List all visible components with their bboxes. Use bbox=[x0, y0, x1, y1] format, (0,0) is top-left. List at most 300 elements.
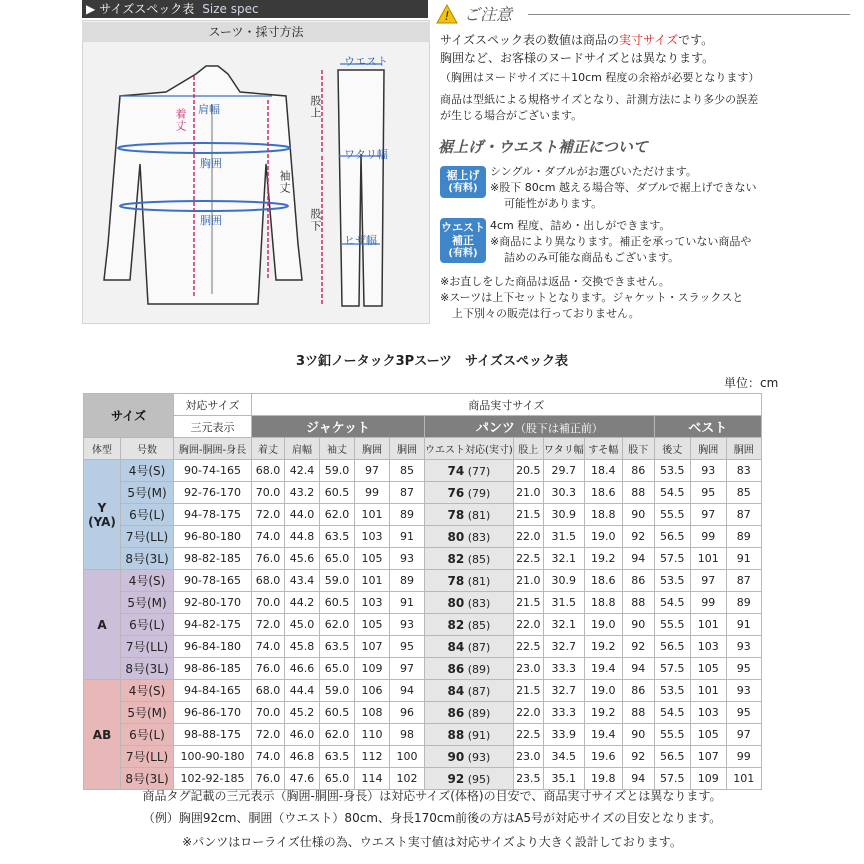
pants-cell: 19.0 bbox=[584, 526, 622, 548]
table-title: 3ツ釦ノータック3Pスーツ サイズスペック表 bbox=[295, 354, 569, 369]
vest-cell: 101 bbox=[690, 680, 726, 702]
pants-cell: 22.5 bbox=[513, 724, 543, 746]
pants-cell: 31.5 bbox=[543, 526, 584, 548]
sangen-cell: 96-84-180 bbox=[174, 636, 252, 658]
jacket-cell: 59.0 bbox=[320, 680, 355, 702]
warning-icon bbox=[436, 4, 458, 24]
jacket-cell: 114 bbox=[355, 768, 390, 790]
sangen-cell: 100-90-180 bbox=[174, 746, 252, 768]
vest-cell: 54.5 bbox=[654, 482, 690, 504]
sangen-cell: 94-82-175 bbox=[174, 614, 252, 636]
sangen-cell: 90-78-165 bbox=[174, 570, 252, 592]
jacket-cell: 74.0 bbox=[252, 746, 285, 768]
note-1: ※お直しをした商品は返品・交換できません。 bbox=[440, 275, 670, 288]
sangen-cell: 98-88-175 bbox=[174, 724, 252, 746]
gousu-cell: 6号(L) bbox=[121, 724, 174, 746]
table-row bbox=[84, 768, 762, 790]
vest-cell: 83 bbox=[726, 460, 761, 482]
body-type-cell: A bbox=[84, 570, 121, 680]
jacket-cell: 72.0 bbox=[252, 614, 285, 636]
jacket-cell: 100 bbox=[390, 746, 425, 768]
jacket-cell: 45.8 bbox=[285, 636, 320, 658]
vest-cell: 57.5 bbox=[654, 658, 690, 680]
vest-cell: 95 bbox=[726, 702, 761, 724]
pants-cell: 32.1 bbox=[543, 548, 584, 570]
jacket-cell: 46.8 bbox=[285, 746, 320, 768]
pants-cell: 19.8 bbox=[584, 768, 622, 790]
jacket-cell: 89 bbox=[390, 570, 425, 592]
vest-cell: 57.5 bbox=[654, 768, 690, 790]
pants-cell: 33.3 bbox=[543, 702, 584, 724]
body-type-cell: AB bbox=[84, 680, 121, 790]
jacket-cell: 74.0 bbox=[252, 636, 285, 658]
label-katahaba: 肩幅 bbox=[198, 103, 220, 116]
pants-cell: 90 bbox=[622, 724, 654, 746]
pants-cell: 30.9 bbox=[543, 504, 584, 526]
waist-cell: 86 (89) bbox=[425, 658, 514, 680]
pants-cell: 18.8 bbox=[584, 504, 622, 526]
caution-line-1: サイズスペック表の数値は商品の実寸サイズです。 bbox=[440, 33, 714, 47]
vest-cell: 56.5 bbox=[654, 746, 690, 768]
header-vest-col: 後丈 bbox=[654, 438, 690, 460]
jacket-cell: 76.0 bbox=[252, 548, 285, 570]
header-waist: ウエスト対応(実寸) bbox=[425, 438, 514, 460]
header-gousu: 号数 bbox=[121, 438, 174, 460]
pants-cell: 94 bbox=[622, 658, 654, 680]
header-vest-col: 胴囲 bbox=[726, 438, 761, 460]
pants-cell: 21.0 bbox=[513, 570, 543, 592]
jacket-cell: 87 bbox=[390, 482, 425, 504]
body-type-cell: Y (YA) bbox=[84, 460, 121, 570]
label-waist: ウエスト bbox=[344, 55, 388, 68]
waist-badge: ウエスト 補正 (有料) bbox=[440, 218, 486, 263]
size-spec-table bbox=[83, 393, 762, 790]
sangen-cell: 96-80-180 bbox=[174, 526, 252, 548]
jacket-cell: 105 bbox=[355, 614, 390, 636]
label-matashita: 股下 bbox=[309, 208, 322, 232]
jacket-cell: 65.0 bbox=[320, 658, 355, 680]
jacket-cell: 60.5 bbox=[320, 482, 355, 504]
vest-cell: 101 bbox=[726, 768, 761, 790]
pants-cell: 19.2 bbox=[584, 636, 622, 658]
waist-cell: 84 (87) bbox=[425, 680, 514, 702]
hem-heading: 裾上げ・ウエスト補正について bbox=[438, 138, 648, 156]
pants-cell: 35.1 bbox=[543, 768, 584, 790]
play-icon: ▶ bbox=[86, 2, 96, 16]
pants-cell: 19.4 bbox=[584, 658, 622, 680]
pants-cell: 18.6 bbox=[584, 482, 622, 504]
vest-cell: 97 bbox=[690, 570, 726, 592]
table-row bbox=[84, 724, 762, 746]
pants-cell: 21.5 bbox=[513, 680, 543, 702]
pants-cell: 88 bbox=[622, 482, 654, 504]
vest-cell: 97 bbox=[726, 724, 761, 746]
pants-cell: 86 bbox=[622, 460, 654, 482]
table-row bbox=[84, 702, 762, 724]
vest-cell: 56.5 bbox=[654, 526, 690, 548]
label-sodetake: 袖丈 bbox=[278, 170, 291, 194]
header-pants-col: すそ幅 bbox=[584, 438, 622, 460]
header-pants-col: ワタリ幅 bbox=[543, 438, 584, 460]
jacket-cell: 70.0 bbox=[252, 482, 285, 504]
vest-cell: 89 bbox=[726, 526, 761, 548]
pants-cell: 22.0 bbox=[513, 614, 543, 636]
pants-cell: 22.5 bbox=[513, 548, 543, 570]
table-row bbox=[84, 570, 762, 592]
vest-cell: 99 bbox=[690, 592, 726, 614]
pants-cell: 30.3 bbox=[543, 482, 584, 504]
header-jacket-col: 袖丈 bbox=[320, 438, 355, 460]
pants-cell: 22.0 bbox=[513, 526, 543, 548]
jacket-cell: 68.0 bbox=[252, 460, 285, 482]
header-jacket-col: 着丈 bbox=[252, 438, 285, 460]
vest-cell: 87 bbox=[726, 504, 761, 526]
jacket-cell: 70.0 bbox=[252, 592, 285, 614]
pants-cell: 22.5 bbox=[513, 636, 543, 658]
pants-cell: 20.5 bbox=[513, 460, 543, 482]
vest-cell: 93 bbox=[726, 636, 761, 658]
jacket-cell: 44.0 bbox=[285, 504, 320, 526]
jacket-cell: 95 bbox=[390, 636, 425, 658]
jacket-cell: 103 bbox=[355, 526, 390, 548]
sangen-cell: 94-78-175 bbox=[174, 504, 252, 526]
sangen-cell: 92-80-170 bbox=[174, 592, 252, 614]
jacket-cell: 44.8 bbox=[285, 526, 320, 548]
jacket-cell: 76.0 bbox=[252, 658, 285, 680]
pants-shape bbox=[338, 70, 384, 306]
waist-line-3: 詰めのみ可能な商品もございます。 bbox=[504, 251, 680, 264]
jacket-cell: 68.0 bbox=[252, 680, 285, 702]
table-row bbox=[84, 614, 762, 636]
pants-cell: 34.5 bbox=[543, 746, 584, 768]
header-jacket-col: 肩幅 bbox=[285, 438, 320, 460]
gousu-cell: 8号(3L) bbox=[121, 768, 174, 790]
vest-cell: 54.5 bbox=[654, 592, 690, 614]
vest-cell: 97 bbox=[690, 504, 726, 526]
footer-line-2: （例）胸囲92cm、胴囲（ウエスト）80cm、身長170cm前後の方はA5号が対応サイズの目安となります。 bbox=[142, 811, 722, 825]
jacket-cell: 102 bbox=[390, 768, 425, 790]
jacket-cell: 72.0 bbox=[252, 724, 285, 746]
jacket-cell: 62.0 bbox=[320, 614, 355, 636]
header-jacket-col: 胸囲 bbox=[355, 438, 390, 460]
diagram-title: スーツ・採寸方法 bbox=[82, 22, 430, 42]
table-row bbox=[84, 658, 762, 680]
pants-cell: 86 bbox=[622, 680, 654, 702]
waist-cell: 92 (95) bbox=[425, 768, 514, 790]
pants-cell: 30.9 bbox=[543, 570, 584, 592]
hem-badge: 裾上げ (有料) bbox=[440, 166, 486, 198]
waist-cell: 80 (83) bbox=[425, 526, 514, 548]
jacket-cell: 97 bbox=[390, 658, 425, 680]
vest-cell: 101 bbox=[690, 614, 726, 636]
header-jacket-col: 胴囲 bbox=[390, 438, 425, 460]
pants-cell: 22.0 bbox=[513, 702, 543, 724]
hem-line-3: 可能性があります。 bbox=[504, 197, 603, 210]
gousu-cell: 6号(L) bbox=[121, 504, 174, 526]
pants-cell: 88 bbox=[622, 592, 654, 614]
pants-cell: 32.7 bbox=[543, 680, 584, 702]
pants-cell: 92 bbox=[622, 526, 654, 548]
svg-text:!: ! bbox=[444, 8, 450, 23]
gousu-cell: 4号(S) bbox=[121, 680, 174, 702]
caution-line-4: 商品は型紙による規格サイズとなり、計測方法により多少の誤差 bbox=[440, 93, 759, 106]
suit-illustration bbox=[82, 44, 430, 322]
pants-cell: 94 bbox=[622, 768, 654, 790]
table-row bbox=[84, 482, 762, 504]
label-munei: 胸囲 bbox=[200, 157, 222, 170]
pants-cell: 18.6 bbox=[584, 570, 622, 592]
pants-cell: 88 bbox=[622, 702, 654, 724]
jacket-cell: 74.0 bbox=[252, 526, 285, 548]
jacket-cell: 99 bbox=[355, 482, 390, 504]
pants-cell: 18.4 bbox=[584, 460, 622, 482]
waist-cell: 76 (79) bbox=[425, 482, 514, 504]
caution-line-2: 胸囲など、お客様のヌードサイズとは異なります。 bbox=[440, 51, 715, 65]
label-hiza: ヒザ幅 bbox=[344, 234, 377, 247]
header-pants-col: 股下 bbox=[622, 438, 654, 460]
vest-cell: 91 bbox=[726, 614, 761, 636]
vest-cell: 103 bbox=[690, 636, 726, 658]
jacket-cell: 45.0 bbox=[285, 614, 320, 636]
jacket-cell: 43.2 bbox=[285, 482, 320, 504]
jacket-cell: 65.0 bbox=[320, 768, 355, 790]
vest-cell: 93 bbox=[690, 460, 726, 482]
jacket-cell: 103 bbox=[355, 592, 390, 614]
table-row bbox=[84, 548, 762, 570]
header-pants-col: 股上 bbox=[513, 438, 543, 460]
pants-cell: 21.0 bbox=[513, 482, 543, 504]
pants-cell: 19.4 bbox=[584, 724, 622, 746]
jacket-cell: 65.0 bbox=[320, 548, 355, 570]
jacket-cell: 62.0 bbox=[320, 504, 355, 526]
header-size: サイズ bbox=[84, 394, 174, 438]
gousu-cell: 8号(3L) bbox=[121, 548, 174, 570]
jacket-cell: 94 bbox=[390, 680, 425, 702]
table-row bbox=[84, 592, 762, 614]
caution-line-5: が生じる場合がございます。 bbox=[440, 109, 583, 122]
jacket-cell: 106 bbox=[355, 680, 390, 702]
sangen-cell: 98-86-185 bbox=[174, 658, 252, 680]
pants-cell: 19.2 bbox=[584, 548, 622, 570]
jacket-cell: 42.4 bbox=[285, 460, 320, 482]
gousu-cell: 6号(L) bbox=[121, 614, 174, 636]
jacket-cell: 108 bbox=[355, 702, 390, 724]
pants-cell: 19.6 bbox=[584, 746, 622, 768]
jacket-cell: 93 bbox=[390, 548, 425, 570]
jacket-cell: 112 bbox=[355, 746, 390, 768]
vest-cell: 87 bbox=[726, 570, 761, 592]
waist-line-2: ※商品により異なります。補正を承っていない商品や bbox=[490, 235, 752, 248]
pants-cell: 18.8 bbox=[584, 592, 622, 614]
jacket-cell: 45.2 bbox=[285, 702, 320, 724]
jacket-cell: 109 bbox=[355, 658, 390, 680]
waist-cell: 86 (89) bbox=[425, 702, 514, 724]
sangen-cell: 102-92-185 bbox=[174, 768, 252, 790]
table-row bbox=[84, 636, 762, 658]
header-taiou: 対応サイズ bbox=[174, 394, 252, 416]
pants-cell: 21.5 bbox=[513, 592, 543, 614]
jacket-cell: 72.0 bbox=[252, 504, 285, 526]
vest-cell: 99 bbox=[726, 746, 761, 768]
note-3: 上下別々の販売は行っておりません。 bbox=[452, 307, 640, 320]
section-title: サイズスペック表 bbox=[99, 2, 195, 16]
pants-cell: 23.0 bbox=[513, 658, 543, 680]
vest-cell: 101 bbox=[690, 548, 726, 570]
jacket-cell: 47.6 bbox=[285, 768, 320, 790]
waist-cell: 82 (85) bbox=[425, 548, 514, 570]
jacket-cell: 45.6 bbox=[285, 548, 320, 570]
sangen-cell: 92-76-170 bbox=[174, 482, 252, 504]
unit-label: 単位：cm bbox=[724, 376, 779, 390]
jacket-cell: 59.0 bbox=[320, 460, 355, 482]
gousu-cell: 7号(LL) bbox=[121, 746, 174, 768]
header-pants: パンツ（股下は補正前） bbox=[425, 416, 655, 438]
pants-cell: 92 bbox=[622, 636, 654, 658]
jacket-cell: 85 bbox=[390, 460, 425, 482]
note-2: ※スーツは上下セットとなります。ジャケット・スラックスと bbox=[440, 291, 744, 304]
waist-cell: 82 (85) bbox=[425, 614, 514, 636]
jacket-cell: 70.0 bbox=[252, 702, 285, 724]
jacket-cell: 68.0 bbox=[252, 570, 285, 592]
pants-cell: 19.0 bbox=[584, 680, 622, 702]
vest-cell: 103 bbox=[690, 702, 726, 724]
jacket-cell: 89 bbox=[390, 504, 425, 526]
sangen-cell: 96-86-170 bbox=[174, 702, 252, 724]
table-row bbox=[84, 504, 762, 526]
header-actual: 商品実寸サイズ bbox=[252, 394, 762, 416]
label-watari: ワタリ幅 bbox=[344, 148, 388, 161]
gousu-cell: 8号(3L) bbox=[121, 658, 174, 680]
gousu-cell: 5号(M) bbox=[121, 702, 174, 724]
footer-line-3: ※パンツはローライズ仕様の為、ウエスト実寸値は対応サイズより大きく設計しております。 bbox=[182, 835, 682, 849]
jacket-cell: 63.5 bbox=[320, 636, 355, 658]
label-doui: 胴囲 bbox=[200, 214, 222, 227]
jacket-cell: 91 bbox=[390, 526, 425, 548]
waist-cell: 88 (91) bbox=[425, 724, 514, 746]
vest-cell: 93 bbox=[726, 680, 761, 702]
sangen-cell: 90-74-165 bbox=[174, 460, 252, 482]
waist-cell: 80 (83) bbox=[425, 592, 514, 614]
gousu-cell: 4号(S) bbox=[121, 570, 174, 592]
jacket-cell: 76.0 bbox=[252, 768, 285, 790]
caution-heading bbox=[436, 2, 512, 25]
caution-line-3: （胸囲はヌードサイズに＋10cm 程度の余裕が必要となります） bbox=[440, 71, 760, 84]
gousu-cell: 7号(LL) bbox=[121, 636, 174, 658]
header-vest: ベスト bbox=[654, 416, 761, 438]
waist-cell: 74 (77) bbox=[425, 460, 514, 482]
vest-cell: 107 bbox=[690, 746, 726, 768]
pants-cell: 90 bbox=[622, 614, 654, 636]
jacket-cell: 60.5 bbox=[320, 702, 355, 724]
jacket-cell: 91 bbox=[390, 592, 425, 614]
waist-line-1: 4cm 程度、詰め・出しができます。 bbox=[490, 219, 671, 232]
waist-cell: 78 (81) bbox=[425, 504, 514, 526]
waist-cell: 84 (87) bbox=[425, 636, 514, 658]
vest-cell: 53.5 bbox=[654, 680, 690, 702]
table-row bbox=[84, 746, 762, 768]
header-sangen: 三元表示 bbox=[174, 416, 252, 438]
vest-cell: 105 bbox=[690, 724, 726, 746]
jacket-cell: 60.5 bbox=[320, 592, 355, 614]
jacket-cell: 105 bbox=[355, 548, 390, 570]
header-jacket: ジャケット bbox=[252, 416, 425, 438]
vest-cell: 91 bbox=[726, 548, 761, 570]
jacket-cell: 101 bbox=[355, 570, 390, 592]
caution-divider bbox=[528, 14, 850, 15]
pants-cell: 92 bbox=[622, 746, 654, 768]
pants-cell: 19.0 bbox=[584, 614, 622, 636]
table-row bbox=[84, 680, 762, 702]
pants-cell: 94 bbox=[622, 548, 654, 570]
waist-cell: 90 (93) bbox=[425, 746, 514, 768]
table-row bbox=[84, 526, 762, 548]
jacket-cell: 98 bbox=[390, 724, 425, 746]
jacket-cell: 93 bbox=[390, 614, 425, 636]
vest-cell: 109 bbox=[690, 768, 726, 790]
vest-cell: 55.5 bbox=[654, 724, 690, 746]
vest-cell: 85 bbox=[726, 482, 761, 504]
sangen-cell: 98-82-185 bbox=[174, 548, 252, 570]
jacket-cell: 97 bbox=[355, 460, 390, 482]
vest-cell: 95 bbox=[690, 482, 726, 504]
footer-line-1: 商品タグ記載の三元表示（胸囲-胴囲-身長）は対応サイズ(体格)の目安で、商品実寸サイズとは異なります。 bbox=[142, 789, 722, 803]
jacket-cell: 44.2 bbox=[285, 592, 320, 614]
pants-cell: 23.0 bbox=[513, 746, 543, 768]
gousu-cell: 4号(S) bbox=[121, 460, 174, 482]
gousu-cell: 5号(M) bbox=[121, 592, 174, 614]
pants-cell: 32.1 bbox=[543, 614, 584, 636]
vest-cell: 57.5 bbox=[654, 548, 690, 570]
pants-cell: 19.2 bbox=[584, 702, 622, 724]
vest-cell: 56.5 bbox=[654, 636, 690, 658]
pants-cell: 23.5 bbox=[513, 768, 543, 790]
gousu-cell: 7号(LL) bbox=[121, 526, 174, 548]
jacket-cell: 101 bbox=[355, 504, 390, 526]
header-vest-col: 胸囲 bbox=[690, 438, 726, 460]
vest-cell: 55.5 bbox=[654, 504, 690, 526]
table-row bbox=[84, 460, 762, 482]
waist-cell: 78 (81) bbox=[425, 570, 514, 592]
vest-cell: 105 bbox=[690, 658, 726, 680]
jacket-cell: 107 bbox=[355, 636, 390, 658]
jacket-cell: 63.5 bbox=[320, 746, 355, 768]
jacket-cell: 44.4 bbox=[285, 680, 320, 702]
hem-line-2: ※股下 80cm 越える場合等、ダブルで裾上げできない bbox=[490, 181, 757, 194]
pants-cell: 33.3 bbox=[543, 658, 584, 680]
jacket-cell: 62.0 bbox=[320, 724, 355, 746]
caution-title: ご注意 bbox=[464, 5, 513, 24]
vest-cell: 54.5 bbox=[654, 702, 690, 724]
vest-cell: 53.5 bbox=[654, 570, 690, 592]
label-kitake: 着丈 bbox=[174, 108, 187, 132]
label-matagami: 股上 bbox=[309, 95, 322, 119]
jacket-cell: 43.4 bbox=[285, 570, 320, 592]
vest-cell: 53.5 bbox=[654, 460, 690, 482]
hem-line-1: シングル・ダブルがお選びいただけます。 bbox=[490, 165, 697, 178]
pants-cell: 33.9 bbox=[543, 724, 584, 746]
header-sangen-sub: 胸囲-胴囲-身長 bbox=[174, 438, 252, 460]
jacket-cell: 46.6 bbox=[285, 658, 320, 680]
section-header bbox=[82, 0, 428, 18]
pants-cell: 32.7 bbox=[543, 636, 584, 658]
jacket-cell: 63.5 bbox=[320, 526, 355, 548]
pants-cell: 31.5 bbox=[543, 592, 584, 614]
pants-cell: 90 bbox=[622, 504, 654, 526]
pants-cell: 21.5 bbox=[513, 504, 543, 526]
jacket-cell: 46.0 bbox=[285, 724, 320, 746]
pants-cell: 86 bbox=[622, 570, 654, 592]
pants-cell: 29.7 bbox=[543, 460, 584, 482]
